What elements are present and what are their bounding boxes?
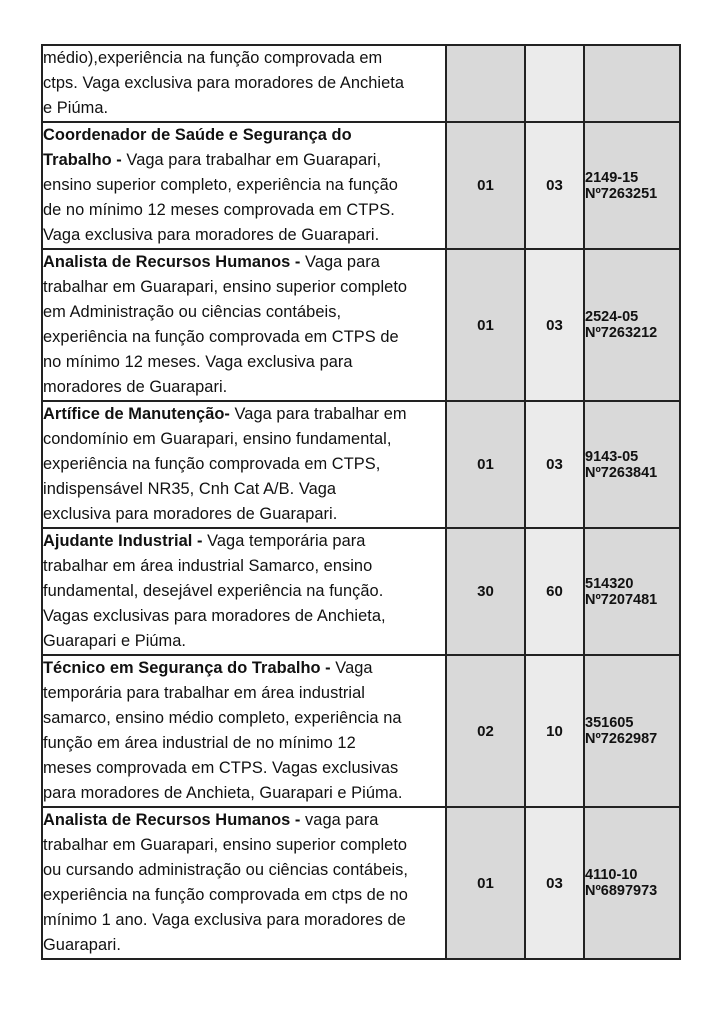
job-description-cell <box>42 401 446 528</box>
job-description-cell <box>42 249 446 401</box>
cbo-code: 9143-05 <box>585 448 639 465</box>
description-line: Vaga para <box>300 253 380 271</box>
table-row <box>42 45 680 122</box>
code-cell <box>584 528 680 655</box>
description-line: vaga para <box>300 811 379 829</box>
description-line: de no mínimo 12 meses comprovada em CTPS. <box>43 201 395 219</box>
candidates-cell: 60 <box>525 528 584 655</box>
table-row <box>42 528 680 655</box>
table-row <box>42 401 680 528</box>
table-row <box>42 249 680 401</box>
description-line: Vaga temporária para <box>202 532 366 550</box>
vacancies-cell: 02 <box>446 655 525 807</box>
vacancies-cell <box>446 45 525 122</box>
job-description-cell <box>42 807 446 959</box>
job-number: Nº7262987 <box>585 731 658 747</box>
candidates-cell: 03 <box>525 249 584 401</box>
vacancies-cell: 01 <box>446 401 525 528</box>
description-line: trabalhar em Guarapari, ensino superior completo <box>43 836 408 854</box>
vacancies-cell: 01 <box>446 122 525 249</box>
job-number: Nº7263841 <box>585 464 658 481</box>
candidates-cell <box>525 45 584 122</box>
description-line: trabalhar em área industrial Samarco, ensino <box>43 557 373 575</box>
description-line: moradores de Guarapari. <box>43 378 228 396</box>
description-line: Vagas exclusivas para moradores de Anchieta, <box>43 607 386 625</box>
code-cell <box>584 655 680 807</box>
description-line: Guarapari e Piúma. <box>43 632 187 650</box>
candidates-cell: 10 <box>525 655 584 807</box>
description-line: experiência na função comprovada em ctps de no <box>43 886 408 904</box>
description-line: experiência na função comprovada em CTPS de <box>43 328 399 346</box>
job-openings-table <box>41 44 681 960</box>
vacancies-cell: 01 <box>446 807 525 959</box>
candidates-cell: 03 <box>525 807 584 959</box>
description-line: temporária para trabalhar em área industrial <box>43 684 365 702</box>
cbo-code: 351605 <box>585 715 634 731</box>
description-line: Vaga <box>330 659 373 677</box>
code-cell <box>584 45 680 122</box>
description-line: experiência na função comprovada em CTPS, <box>43 455 381 473</box>
cbo-code: 514320 <box>585 575 634 592</box>
description-line: Guarapari. <box>43 936 121 954</box>
job-title: Técnico em Segurança do Trabalho - <box>43 659 331 677</box>
vacancies-cell: 30 <box>446 528 525 655</box>
candidates-cell: 03 <box>525 401 584 528</box>
description-line: em Administração ou ciências contábeis, <box>43 303 342 321</box>
description-line: Vaga exclusiva para moradores de Guarapari. <box>43 226 380 244</box>
description-line: ctps. Vaga exclusiva para moradores de Anchieta <box>43 74 405 92</box>
job-title: Artífice de Manutenção- <box>43 405 230 423</box>
description-line: Vaga para trabalhar em Guarapari, <box>121 151 382 169</box>
description-line: e Piúma. <box>43 99 109 117</box>
description-line: médio),experiência na função comprovada em <box>43 49 383 67</box>
code-cell <box>584 401 680 528</box>
job-number: Nº7263251 <box>585 185 658 202</box>
job-title: Coordenador de Saúde e Segurança do <box>43 126 352 144</box>
job-description-cell <box>42 45 446 122</box>
job-title: Analista de Recursos Humanos - <box>43 253 301 271</box>
table-row <box>42 122 680 249</box>
job-number: Nº6897973 <box>585 883 658 899</box>
vacancies-cell: 01 <box>446 249 525 401</box>
description-line: samarco, ensino médio completo, experiência na <box>43 709 402 727</box>
job-title: Ajudante Industrial - <box>43 532 203 550</box>
candidates-cell: 03 <box>525 122 584 249</box>
job-description-cell <box>42 655 446 807</box>
job-title: Trabalho - <box>43 151 122 169</box>
description-line: no mínimo 12 meses. Vaga exclusiva para <box>43 353 353 371</box>
job-description-cell <box>42 122 446 249</box>
description-line: indispensável NR35, Cnh Cat A/B. Vaga <box>43 480 337 498</box>
description-line: mínimo 1 ano. Vaga exclusiva para moradores de <box>43 911 406 929</box>
cbo-code: 4110-10 <box>585 867 638 883</box>
code-cell <box>584 249 680 401</box>
description-line: condomínio em Guarapari, ensino fundamental, <box>43 430 392 448</box>
cbo-code: 2149-15 <box>585 169 639 186</box>
description-line: para moradores de Anchieta, Guarapari e Piúma. <box>43 784 403 802</box>
description-line: ensino superior completo, experiência na função <box>43 176 398 194</box>
job-number: Nº7207481 <box>585 591 658 608</box>
description-line: fundamental, desejável experiência na função. <box>43 582 384 600</box>
job-number: Nº7263212 <box>585 325 658 341</box>
table-row <box>42 807 680 959</box>
description-line: meses comprovada em CTPS. Vagas exclusivas <box>43 759 399 777</box>
cbo-code: 2524-05 <box>585 309 639 325</box>
description-line: função em área industrial de no mínimo 12 <box>43 734 356 752</box>
description-line: Vaga para trabalhar em <box>229 405 407 423</box>
description-line: ou cursando administração ou ciências contábeis, <box>43 861 409 879</box>
description-line: exclusiva para moradores de Guarapari. <box>43 505 338 523</box>
job-title: Analista de Recursos Humanos - <box>43 811 301 829</box>
code-cell <box>584 807 680 959</box>
description-line: trabalhar em Guarapari, ensino superior completo <box>43 278 408 296</box>
table-row <box>42 655 680 807</box>
job-description-cell <box>42 528 446 655</box>
code-cell <box>584 122 680 249</box>
